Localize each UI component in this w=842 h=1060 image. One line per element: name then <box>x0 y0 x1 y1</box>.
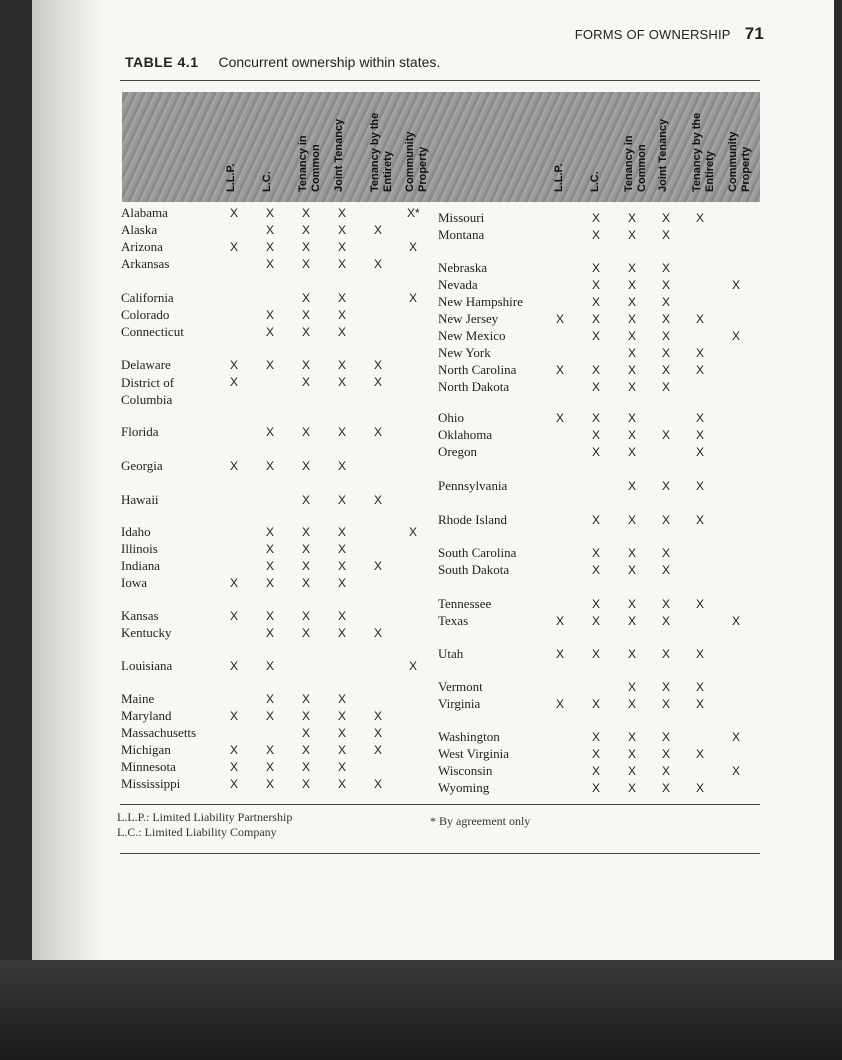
scanner-background <box>0 960 842 1060</box>
state-name-left: Hawaii <box>121 492 159 507</box>
ownership-mark: X <box>337 325 346 339</box>
ownership-mark: X <box>591 261 600 275</box>
ownership-mark: X <box>627 614 636 628</box>
state-name-left: Alaska <box>121 222 158 237</box>
ownership-mark: X <box>337 777 346 791</box>
ownership-mark: X <box>301 525 310 539</box>
ownership-mark: X <box>373 493 382 507</box>
state-name-right: North Dakota <box>438 379 510 394</box>
ownership-mark: X <box>265 223 274 237</box>
ownership-mark: X <box>265 325 274 339</box>
ownership-mark: X <box>337 308 346 322</box>
ownership-mark: X <box>591 211 600 225</box>
ownership-mark: X <box>373 223 382 237</box>
ownership-mark: X <box>265 542 274 556</box>
ownership-mark: X <box>591 295 600 309</box>
state-name-right: Tennessee <box>438 596 492 611</box>
ownership-mark: X <box>229 459 238 473</box>
ownership-mark: X <box>731 278 740 292</box>
state-name-right: Vermont <box>438 679 483 694</box>
state-name-right: Virginia <box>438 696 481 711</box>
ownership-mark: X <box>661 295 670 309</box>
footnote-lc: L.C.: Limited Liability Company <box>117 825 277 839</box>
state-name-left: Iowa <box>121 575 147 590</box>
ownership-mark: X <box>695 312 704 326</box>
ownership-mark: X <box>731 614 740 628</box>
ownership-mark: X <box>661 380 670 394</box>
ownership-mark: X <box>555 411 564 425</box>
ownership-mark: X <box>373 626 382 640</box>
state-name-right: West Virginia <box>438 746 509 761</box>
state-name-left: Mississippi <box>121 776 181 791</box>
ownership-mark: X <box>627 563 636 577</box>
ownership-mark: X <box>229 760 238 774</box>
state-name-left: Florida <box>121 424 159 439</box>
footnote-llp: L.L.P.: Limited Liability Partnership <box>117 810 293 824</box>
ownership-mark: X <box>373 358 382 372</box>
state-name-right: South Carolina <box>438 545 517 560</box>
column-header-left: Tenancy by the Entirety <box>369 112 394 192</box>
ownership-mark: X <box>301 760 310 774</box>
ownership-mark: X <box>229 609 238 623</box>
ownership-mark: X <box>337 525 346 539</box>
ownership-mark: X <box>695 363 704 377</box>
state-name-left: Maryland <box>121 708 172 723</box>
ownership-mark: X <box>627 346 636 360</box>
ownership-mark: X <box>627 411 636 425</box>
column-header-left: Tenancy in Common <box>297 135 322 192</box>
ownership-mark: X <box>695 479 704 493</box>
ownership-mark: X <box>337 257 346 271</box>
ownership-mark: X <box>695 346 704 360</box>
ownership-mark: X <box>555 312 564 326</box>
ownership-mark: X <box>229 659 238 673</box>
ownership-mark: X <box>337 425 346 439</box>
state-name-right: Oklahoma <box>438 427 493 442</box>
state-name-right: New Hampshire <box>438 294 523 309</box>
ownership-mark: X <box>265 626 274 640</box>
ownership-mark: X <box>265 425 274 439</box>
ownership-mark: X <box>661 781 670 795</box>
ownership-mark: X <box>591 697 600 711</box>
column-header-right: Tenancy by the Entirety <box>691 112 716 192</box>
column-header-left: Community Property <box>404 131 429 192</box>
ownership-mark: X <box>373 743 382 757</box>
ownership-mark: X <box>337 576 346 590</box>
ownership-mark: X <box>661 211 670 225</box>
ownership-mark: X <box>731 329 740 343</box>
ownership-mark: X <box>695 781 704 795</box>
ownership-mark: X <box>661 278 670 292</box>
ownership-mark: X <box>301 425 310 439</box>
ownership-mark: X <box>301 459 310 473</box>
ownership-mark: X <box>301 709 310 723</box>
ownership-mark: X <box>661 647 670 661</box>
column-header-right: Community Property <box>727 131 752 192</box>
ownership-mark: X <box>301 291 310 305</box>
ownership-mark: X <box>265 525 274 539</box>
title-rule <box>120 80 760 81</box>
ownership-mark: X <box>695 411 704 425</box>
ownership-mark: X* <box>407 206 420 220</box>
ownership-mark: X <box>337 223 346 237</box>
ownership-mark: X <box>337 358 346 372</box>
ownership-mark: X <box>301 576 310 590</box>
state-name-left: Idaho <box>121 524 151 539</box>
ownership-mark: X <box>591 747 600 761</box>
ownership-mark: X <box>627 211 636 225</box>
ownership-mark: X <box>408 240 417 254</box>
ownership-mark: X <box>337 726 346 740</box>
ownership-mark: X <box>627 278 636 292</box>
ownership-mark: X <box>229 240 238 254</box>
ownership-mark: X <box>627 295 636 309</box>
ownership-mark: X <box>265 576 274 590</box>
column-header-right: L.L.P. <box>553 163 565 192</box>
ownership-mark: X <box>627 781 636 795</box>
ownership-mark: X <box>301 240 310 254</box>
ownership-mark: X <box>627 513 636 527</box>
column-header-right: Tenancy in Common <box>623 135 648 192</box>
ownership-mark: X <box>627 730 636 744</box>
ownership-mark: X <box>627 380 636 394</box>
state-name-left: Connecticut <box>121 324 184 339</box>
ownership-mark: X <box>408 525 417 539</box>
ownership-mark: X <box>301 375 310 389</box>
ownership-mark: X <box>337 692 346 706</box>
ownership-mark: X <box>555 647 564 661</box>
ownership-mark: X <box>627 546 636 560</box>
ownership-mark: X <box>627 680 636 694</box>
ownership-mark: X <box>627 261 636 275</box>
state-name-right: Pennsylvania <box>438 478 508 493</box>
state-name-left: Arizona <box>121 239 163 254</box>
ownership-mark: X <box>695 747 704 761</box>
ownership-mark: X <box>265 459 274 473</box>
state-name-left: Arkansas <box>121 256 170 271</box>
ownership-mark: X <box>661 680 670 694</box>
state-name-right: Washington <box>438 729 500 744</box>
state-name-right: Ohio <box>438 410 464 425</box>
ownership-mark: X <box>555 697 564 711</box>
state-name-right: New Mexico <box>438 328 506 343</box>
state-name-left: Georgia <box>121 458 163 473</box>
ownership-mark: X <box>591 563 600 577</box>
ownership-mark: X <box>229 743 238 757</box>
ownership-mark: X <box>591 730 600 744</box>
ownership-mark: X <box>661 764 670 778</box>
state-name-right: South Dakota <box>438 562 510 577</box>
ownership-mark: X <box>627 697 636 711</box>
ownership-mark: X <box>337 559 346 573</box>
ownership-mark: X <box>337 542 346 556</box>
ownership-mark: X <box>555 614 564 628</box>
ownership-mark: X <box>591 380 600 394</box>
ownership-mark: X <box>591 597 600 611</box>
ownership-mark: X <box>627 363 636 377</box>
footer-rule <box>120 853 760 854</box>
footnote-abbreviations <box>117 810 292 840</box>
ownership-mark: X <box>627 312 636 326</box>
column-header-right: L.C. <box>589 171 601 192</box>
ownership-mark: X <box>591 363 600 377</box>
ownership-mark: X <box>301 223 310 237</box>
state-name-left: California <box>121 290 174 305</box>
ownership-mark: X <box>591 781 600 795</box>
ownership-mark: X <box>337 709 346 723</box>
ownership-mark: X <box>337 743 346 757</box>
state-name-right: North Carolina <box>438 362 517 377</box>
ownership-mark: X <box>731 764 740 778</box>
ownership-mark: X <box>661 312 670 326</box>
ownership-mark: X <box>661 563 670 577</box>
ownership-mark: X <box>627 647 636 661</box>
state-name-right: Wisconsin <box>438 763 493 778</box>
ownership-mark: X <box>265 308 274 322</box>
ownership-mark: X <box>301 325 310 339</box>
ownership-mark: X <box>301 308 310 322</box>
ownership-mark: X <box>695 647 704 661</box>
ownership-mark: X <box>591 329 600 343</box>
ownership-mark: X <box>661 363 670 377</box>
page-shadow <box>32 0 102 975</box>
ownership-mark: X <box>627 597 636 611</box>
ownership-mark: X <box>555 363 564 377</box>
table-caption: Concurrent ownership within states. <box>218 54 441 70</box>
table-bottom-rule <box>120 804 760 805</box>
ownership-mark: X <box>301 726 310 740</box>
ownership-mark: X <box>627 479 636 493</box>
ownership-mark: X <box>265 709 274 723</box>
ownership-mark: X <box>373 375 382 389</box>
ownership-mark: X <box>301 692 310 706</box>
ownership-mark: X <box>229 358 238 372</box>
ownership-mark: X <box>337 240 346 254</box>
ownership-mark: X <box>661 697 670 711</box>
ownership-mark: X <box>695 680 704 694</box>
state-name-right: Nevada <box>438 277 478 292</box>
ownership-mark: X <box>301 777 310 791</box>
ownership-mark: X <box>337 459 346 473</box>
ownership-mark: X <box>373 726 382 740</box>
ownership-mark: X <box>265 559 274 573</box>
state-name-left: District of Columbia <box>121 375 175 407</box>
ownership-mark: X <box>301 257 310 271</box>
state-name-right: Rhode Island <box>438 512 507 527</box>
ownership-mark: X <box>591 513 600 527</box>
ownership-mark: X <box>661 546 670 560</box>
ownership-mark: X <box>695 513 704 527</box>
ownership-mark: X <box>373 777 382 791</box>
ownership-mark: X <box>265 743 274 757</box>
state-name-right: Wyoming <box>438 780 490 795</box>
ownership-mark: X <box>695 211 704 225</box>
ownership-mark: X <box>301 743 310 757</box>
ownership-mark: X <box>337 609 346 623</box>
ownership-mark: X <box>591 428 600 442</box>
ownership-mark: X <box>301 626 310 640</box>
ownership-mark: X <box>627 445 636 459</box>
section-title: FORMS OF OWNERSHIP <box>574 27 731 42</box>
state-name-right: Missouri <box>438 210 485 225</box>
ownership-mark: X <box>695 697 704 711</box>
ownership-mark: X <box>591 546 600 560</box>
ownership-mark: X <box>265 692 274 706</box>
state-name-left: Colorado <box>121 307 170 322</box>
column-header-left: L.L.P. <box>225 163 237 192</box>
ownership-mark: X <box>301 206 310 220</box>
ownership-mark: X <box>661 747 670 761</box>
ownership-mark: X <box>301 559 310 573</box>
ownership-mark: X <box>408 291 417 305</box>
state-name-left: Michigan <box>121 742 171 757</box>
footnote-agreement: * By agreement only <box>430 814 531 828</box>
ownership-mark: X <box>265 760 274 774</box>
ownership-mark: X <box>337 760 346 774</box>
running-head <box>575 24 764 44</box>
ownership-mark: X <box>591 647 600 661</box>
ownership-mark: X <box>265 659 274 673</box>
state-name-left: Louisiana <box>121 658 173 673</box>
column-header-left: Joint Tenancy <box>333 118 345 192</box>
state-name-right: Montana <box>438 227 485 242</box>
ownership-mark: X <box>661 479 670 493</box>
ownership-mark: X <box>373 559 382 573</box>
ownership-mark: X <box>373 709 382 723</box>
ownership-mark: X <box>229 375 238 389</box>
ownership-mark: X <box>627 228 636 242</box>
ownership-mark: X <box>661 261 670 275</box>
ownership-mark: X <box>695 428 704 442</box>
table-label: TABLE 4.1 <box>125 54 199 70</box>
ownership-mark: X <box>627 428 636 442</box>
state-name-left: Delaware <box>121 357 171 372</box>
ownership-mark: X <box>229 709 238 723</box>
ownership-mark: X <box>591 278 600 292</box>
state-name-right: Nebraska <box>438 260 488 275</box>
ownership-mark: X <box>229 576 238 590</box>
ownership-mark: X <box>591 228 600 242</box>
state-name-left: Massachusetts <box>121 725 197 740</box>
ownership-mark: X <box>301 542 310 556</box>
state-name-right: Texas <box>438 613 469 628</box>
state-name-left: Kansas <box>121 608 159 623</box>
ownership-mark: X <box>301 493 310 507</box>
ownership-mark: X <box>661 730 670 744</box>
ownership-mark: X <box>591 764 600 778</box>
ownership-mark: X <box>661 513 670 527</box>
ownership-mark: X <box>591 312 600 326</box>
ownership-mark: X <box>337 206 346 220</box>
state-name-left: Minnesota <box>121 759 176 774</box>
ownership-mark: X <box>661 228 670 242</box>
ownership-mark: X <box>229 777 238 791</box>
column-header-right: Joint Tenancy <box>657 118 669 192</box>
state-name-left: Kentucky <box>121 625 172 640</box>
ownership-mark: X <box>661 597 670 611</box>
ownership-mark: X <box>265 206 274 220</box>
state-name-right: Oregon <box>438 444 477 459</box>
ownership-mark: X <box>661 346 670 360</box>
ownership-mark: X <box>373 425 382 439</box>
ownership-mark: X <box>661 428 670 442</box>
ownership-mark: X <box>591 411 600 425</box>
ownership-mark: X <box>265 358 274 372</box>
ownership-mark: X <box>337 626 346 640</box>
page-number: 71 <box>744 24 764 43</box>
state-name-left: Alabama <box>121 205 168 220</box>
ownership-mark: X <box>301 358 310 372</box>
ownership-mark: X <box>627 764 636 778</box>
state-name-left: Maine <box>121 691 155 706</box>
ownership-mark: X <box>265 240 274 254</box>
state-name-left: Indiana <box>121 558 160 573</box>
ownership-mark: X <box>627 329 636 343</box>
ownership-mark: X <box>229 206 238 220</box>
state-name-right: New York <box>438 345 491 360</box>
ownership-mark: X <box>695 597 704 611</box>
state-name-right: Utah <box>438 646 464 661</box>
ownership-mark: X <box>661 614 670 628</box>
ownership-mark: X <box>265 777 274 791</box>
ownership-mark: X <box>591 614 600 628</box>
ownership-mark: X <box>301 609 310 623</box>
ownership-mark: X <box>627 747 636 761</box>
ownership-mark: X <box>661 329 670 343</box>
ownership-mark: X <box>408 659 417 673</box>
state-name-right: New Jersey <box>438 311 499 326</box>
ownership-mark: X <box>337 493 346 507</box>
ownership-mark: X <box>265 257 274 271</box>
ownership-mark: X <box>265 609 274 623</box>
ownership-mark: X <box>337 291 346 305</box>
ownership-mark: X <box>591 445 600 459</box>
ownership-mark: X <box>373 257 382 271</box>
ownership-mark: X <box>731 730 740 744</box>
table-title <box>125 54 440 70</box>
ownership-mark: X <box>695 445 704 459</box>
state-name-left: Illinois <box>121 541 158 556</box>
column-header-left: L.C. <box>261 171 273 192</box>
ownership-mark: X <box>337 375 346 389</box>
